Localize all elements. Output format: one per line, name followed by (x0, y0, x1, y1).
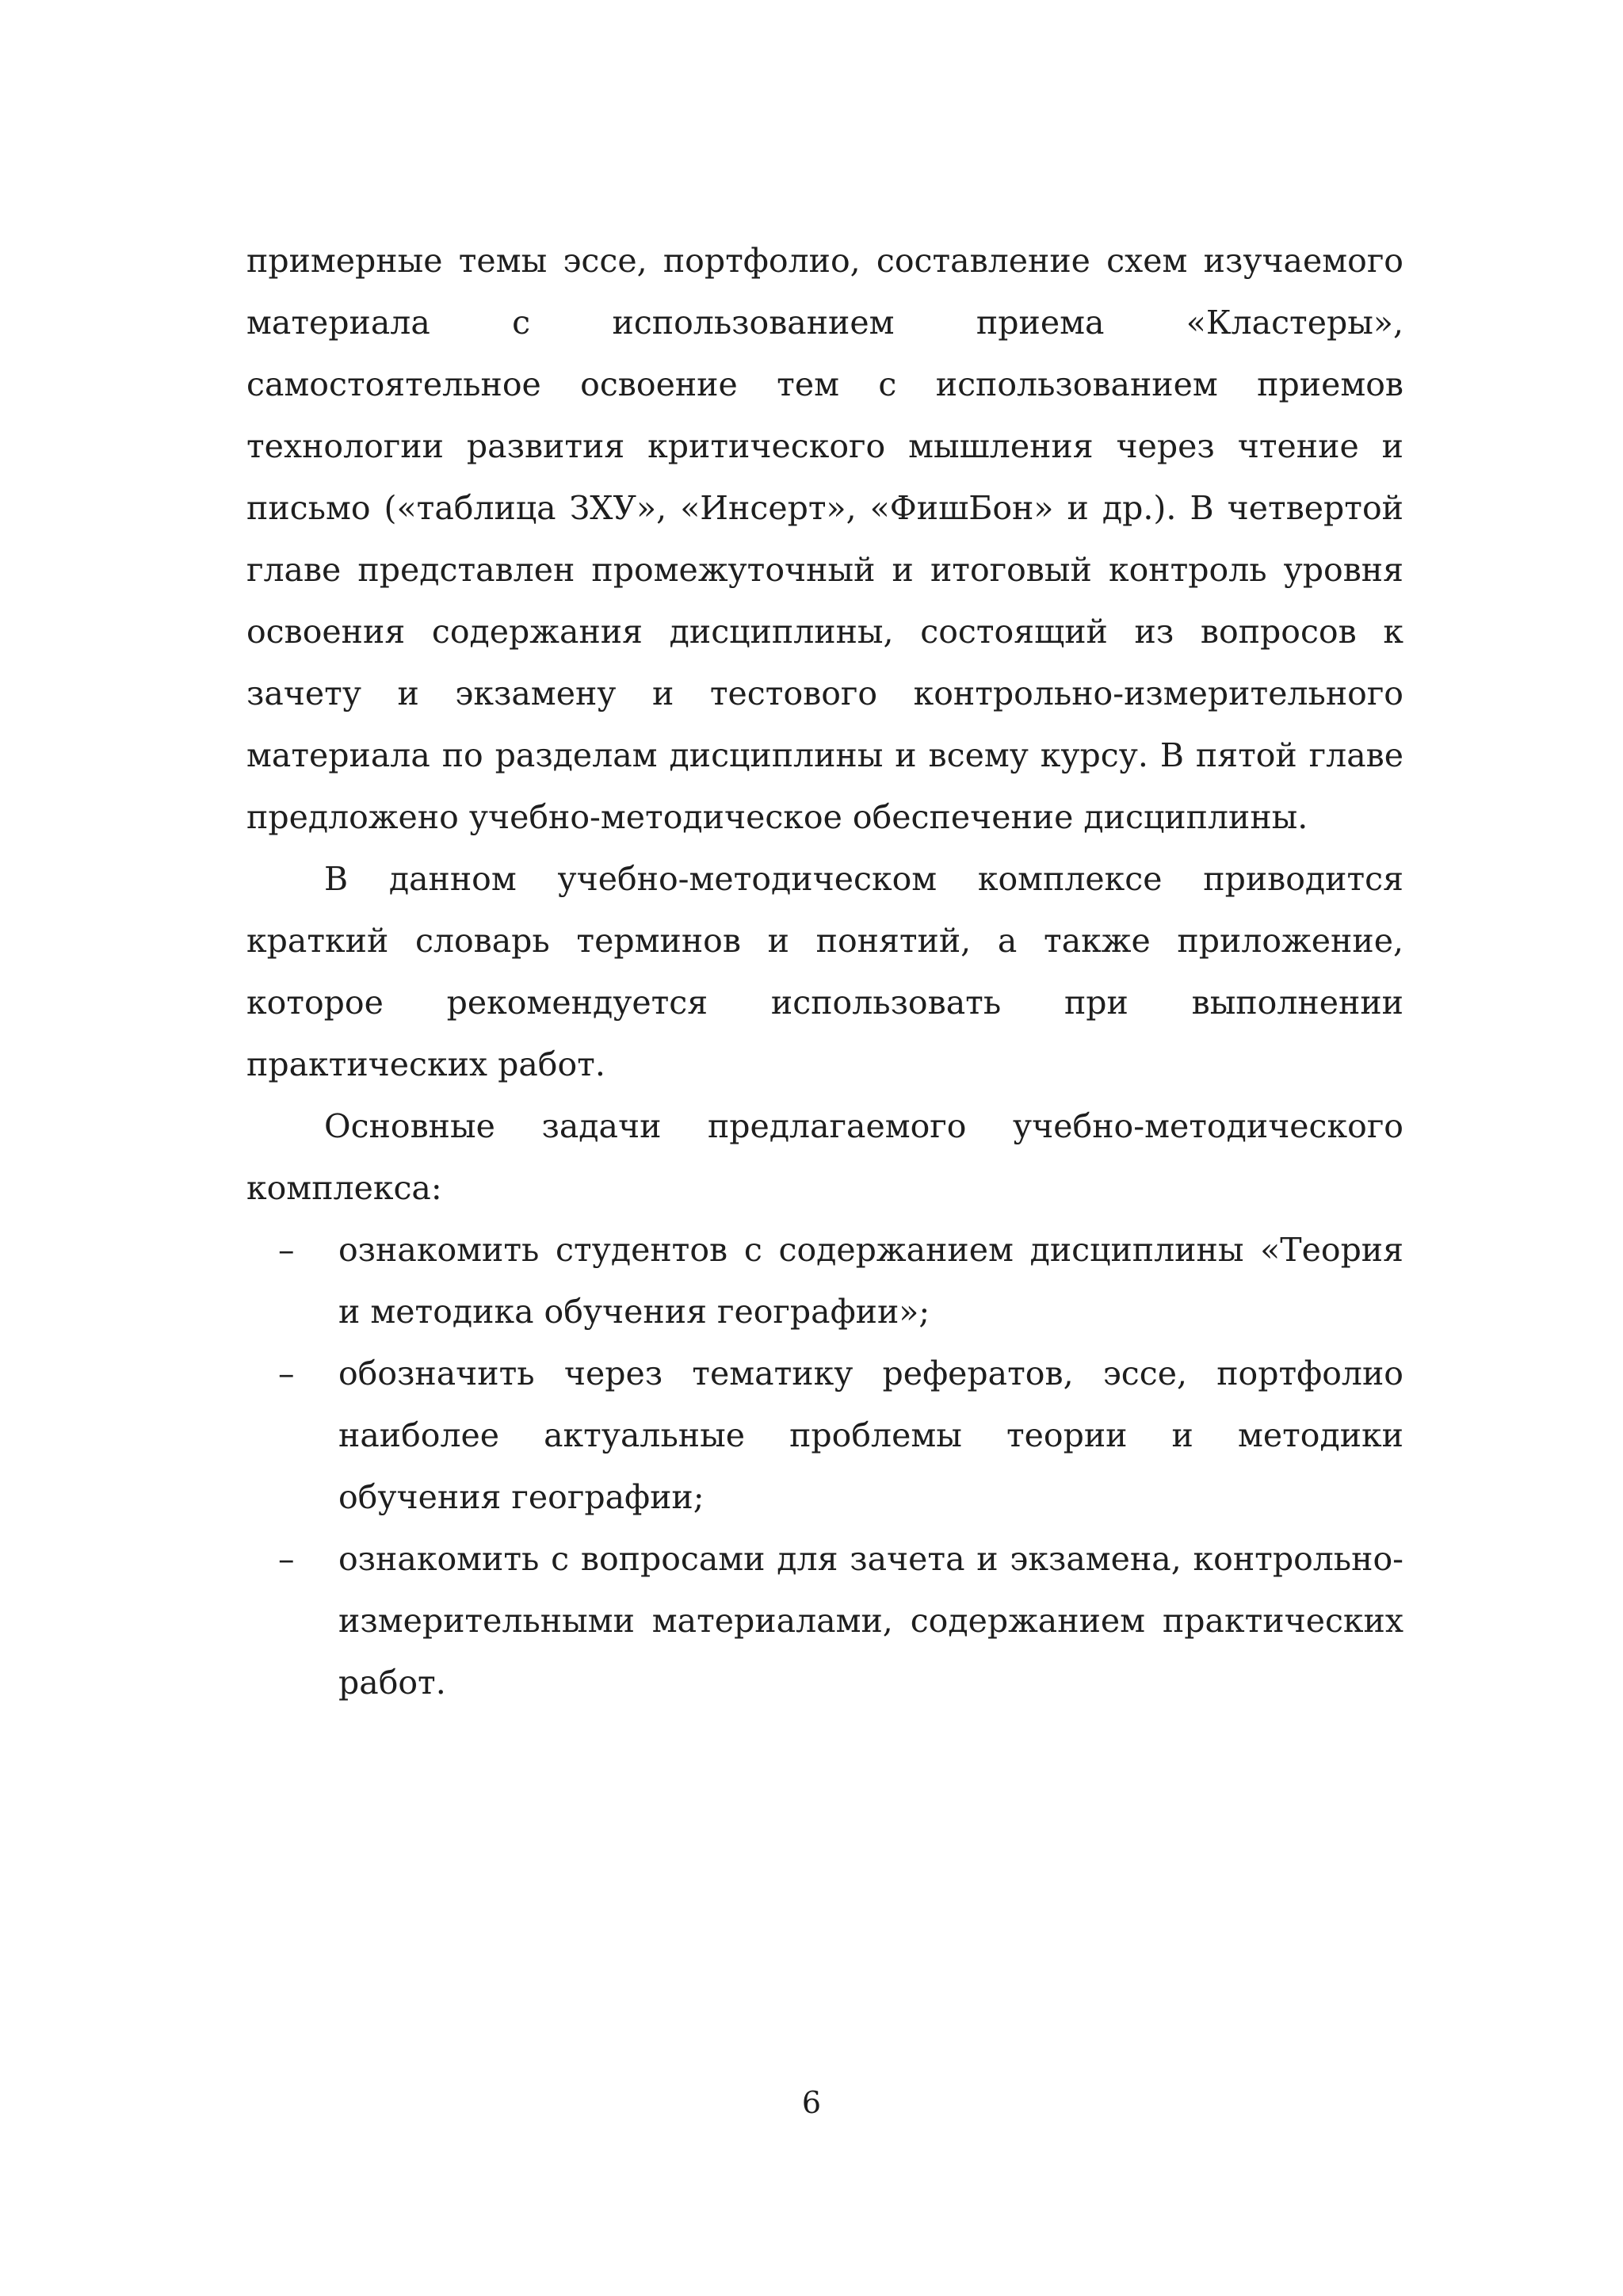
list-dash: – (278, 1540, 295, 1578)
paragraph-complex-contents: В данном учебно-методическом комплексе приводится краткий словарь терминов и понятий, а также приложение, которое рекомендуется использовать при выполнении практических работ. (246, 860, 1403, 1083)
page-number: 6 (801, 2085, 822, 2120)
list-dash: – (278, 1354, 295, 1392)
list-item-text: обозначить через тематику рефератов, эссе, портфолио наиболее актуальные проблемы теории и методики обучения географии; (338, 1354, 1403, 1516)
list-item-text: ознакомить студентов с содержанием дисциплины «Теория и методика обучения географии»; (338, 1231, 1403, 1331)
list-item (246, 1343, 1403, 1528)
list-item (246, 1528, 1403, 1713)
list-dash: – (278, 1231, 295, 1269)
paragraph-continuation: примерные темы эссе, портфолио, составление схем изучаемого материала с использованием приема «Кластеры», самостоятельное освоение тем с использованием приемов технологии развития критического мышления через чтение и письмо («таблица ЗХУ», «Инсерт», «ФишБон» и др.). В четвертой главе представлен промежуточный и итоговый контроль уровня освоения содержания дисциплины, состоящий из вопросов к зачету и экзамену и тестового контрольно-измерительного материала по разделам дисциплины и всему курсу. В пятой главе предложено учебно-методическое обеспечение дисциплины. (246, 242, 1403, 836)
body-text (246, 230, 1403, 1713)
list-item (246, 1219, 1403, 1343)
tasks-list (246, 1219, 1403, 1713)
paragraph-main-tasks: Основные задачи предлагаемого учебно-методического комплекса: (246, 1107, 1403, 1207)
list-item-text: ознакомить с вопросами для зачета и экзамена, контрольно-измерительными материалами, содержанием практических работ. (338, 1540, 1403, 1702)
